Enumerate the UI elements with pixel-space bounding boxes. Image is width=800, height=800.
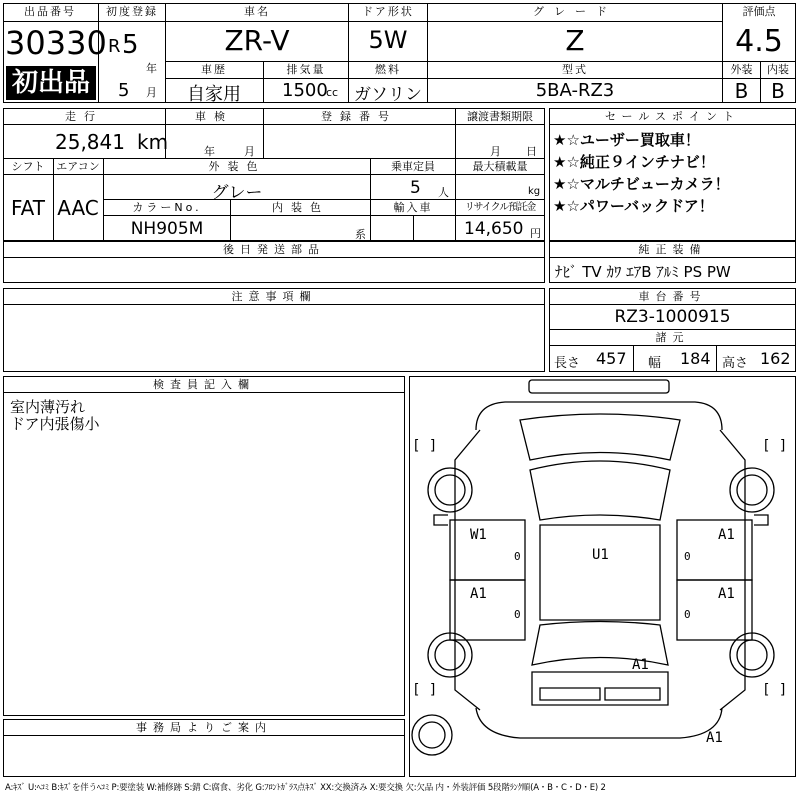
capacity: 5 — [410, 178, 421, 198]
damage-right-rear-door: A1 — [718, 586, 735, 602]
bracket-right-bottom: [ ] — [762, 682, 788, 698]
interior-color-label: 内装色 — [272, 201, 329, 214]
inspector-note-2: ドア内張傷小 — [10, 415, 100, 433]
plate-label: 登録番号 — [321, 110, 397, 123]
history: 自家用 — [187, 84, 241, 105]
bracket-left-top: [ ] — [412, 438, 438, 454]
grade-label: グレード — [533, 5, 617, 18]
shift-label: シフト — [11, 160, 45, 173]
color-label: 外装色 — [208, 160, 266, 173]
fuel: ガソリン — [354, 85, 422, 105]
first-listing-badge: 初出品 — [6, 66, 96, 100]
color-no: NH905M — [130, 219, 204, 239]
interior-label: 内装 — [767, 63, 789, 76]
bracket-right-top: [ ] — [762, 438, 788, 454]
score: 4.5 — [735, 24, 783, 59]
sales-title: セールスポイント — [604, 110, 740, 123]
sales-point-1: ★☆ユーザー買取車！ — [553, 131, 700, 149]
mileage-unit: km — [137, 130, 169, 154]
interior-grade: B — [771, 79, 785, 103]
recycle: 14,650 — [464, 219, 524, 239]
displacement: 1500 — [282, 80, 328, 101]
chassis-number: RZ3-1000915 — [614, 307, 731, 327]
shift: FAT — [10, 196, 45, 220]
door-label: ドア形状 — [362, 5, 414, 18]
damage-left-front-door: W1 — [470, 527, 487, 543]
damage-rear-bumper: A1 — [706, 730, 723, 746]
height: 162 — [760, 349, 791, 368]
equipment-items: ﾅﾋﾞ TV ｶﾜ ｴｱB ｱﾙﾐ PS PW — [555, 263, 731, 281]
month-unit: 月 — [146, 86, 157, 99]
zero-left-front: 0 — [514, 550, 521, 563]
era-letter: R — [108, 36, 121, 57]
inspector-note-1: 室内薄汚れ — [10, 398, 86, 416]
inspection-label: 車検 — [195, 110, 233, 123]
import-label: 輸入車 — [393, 201, 433, 214]
equipment-title: 純正装備 — [638, 243, 707, 256]
width-label: 幅 — [648, 356, 662, 371]
year-unit: 年 — [146, 62, 157, 75]
transfer-day-unit: 日 — [526, 145, 537, 158]
reg-month: 5 — [118, 80, 130, 101]
inspection-year-unit: 年 — [204, 145, 215, 158]
recycle-unit: 円 — [530, 227, 541, 240]
legend: A:ｷｽﾞ U:ﾍｺﾐ B:ｷｽﾞを伴うﾍｺﾐ P:要塗装 W:補修跡 S:錆 C:腐食、劣化 G:ﾌﾛﾝﾄｶﾞﾗｽ点ｷｽﾞ XX:交換済み X:要交換 欠:欠品 内・外装評価 5段階ﾗﾝｸ順(A・B・C・D・E) 2 — [5, 783, 606, 793]
color-no-label: カラーNo. — [132, 201, 202, 214]
inspector-title: 検査員記入欄 — [153, 378, 255, 391]
history-label: 車歴 — [201, 63, 227, 76]
zero-right-rear: 0 — [684, 608, 691, 621]
car-name-label: 車名 — [244, 5, 270, 18]
length-label: 長さ — [554, 356, 581, 371]
damage-diagram — [409, 376, 796, 777]
damage-right-front-door: A1 — [718, 527, 735, 543]
recycle-label: リサイクル預託金 — [464, 202, 536, 213]
later-parts-title: 後日発送部品 — [223, 243, 325, 256]
model: 5BA-RZ3 — [535, 80, 615, 101]
office-title: 事務局よりご案内 — [136, 721, 272, 734]
displacement-label: 排気量 — [286, 63, 326, 76]
capacity-unit: 人 — [438, 186, 449, 199]
zero-left-rear: 0 — [514, 608, 521, 621]
color: グレー — [211, 183, 263, 203]
damage-trunk: A1 — [632, 657, 649, 673]
damage-roof: U1 — [592, 547, 609, 563]
load-label: 最大積載量 — [472, 160, 528, 173]
notes-title: 注意事項欄 — [231, 290, 317, 303]
registration-label: 初度登録 — [106, 5, 158, 18]
exterior-grade: B — [734, 79, 749, 103]
mileage-label: 走行 — [65, 110, 103, 123]
displacement-unit: cc — [326, 86, 339, 99]
height-label: 高さ — [722, 356, 749, 371]
inspection-month-unit: 月 — [244, 145, 255, 158]
mileage: 25,841 — [55, 130, 125, 154]
grade: Z — [565, 24, 585, 57]
car-name: ZR-V — [224, 24, 290, 57]
sales-point-2: ★☆純正９インチナビ！ — [553, 153, 715, 171]
load-unit: kg — [528, 186, 541, 197]
bracket-left-bottom: [ ] — [412, 682, 438, 698]
chassis-title: 車台番号 — [638, 290, 707, 303]
capacity-label: 乗車定員 — [391, 160, 435, 173]
lot-number: 30330 — [5, 24, 107, 62]
score-label: 評価点 — [742, 5, 776, 18]
damage-left-rear-door: A1 — [470, 586, 487, 602]
ac-label: エアコン — [56, 160, 100, 173]
dims-title: 諸元 — [655, 331, 690, 344]
length: 457 — [596, 349, 627, 368]
sales-point-4: ★☆パワーバックドア！ — [553, 197, 714, 215]
transfer-label: 譲渡書類期限 — [467, 110, 533, 123]
exterior-label: 外装 — [730, 63, 753, 76]
fuel-label: 燃料 — [375, 63, 401, 76]
ac: AAC — [57, 196, 99, 220]
door-type: 5W — [368, 26, 408, 54]
lot-label: 出品番号 — [24, 5, 76, 18]
era-year: 5 — [122, 30, 139, 60]
zero-right-front: 0 — [684, 550, 691, 563]
width: 184 — [680, 349, 711, 368]
model-label: 型式 — [562, 63, 588, 76]
interior-color-unit: 系 — [355, 228, 366, 241]
sales-point-3: ★☆マルチビューカメラ！ — [553, 175, 730, 193]
transfer-month-unit: 月 — [490, 145, 501, 158]
